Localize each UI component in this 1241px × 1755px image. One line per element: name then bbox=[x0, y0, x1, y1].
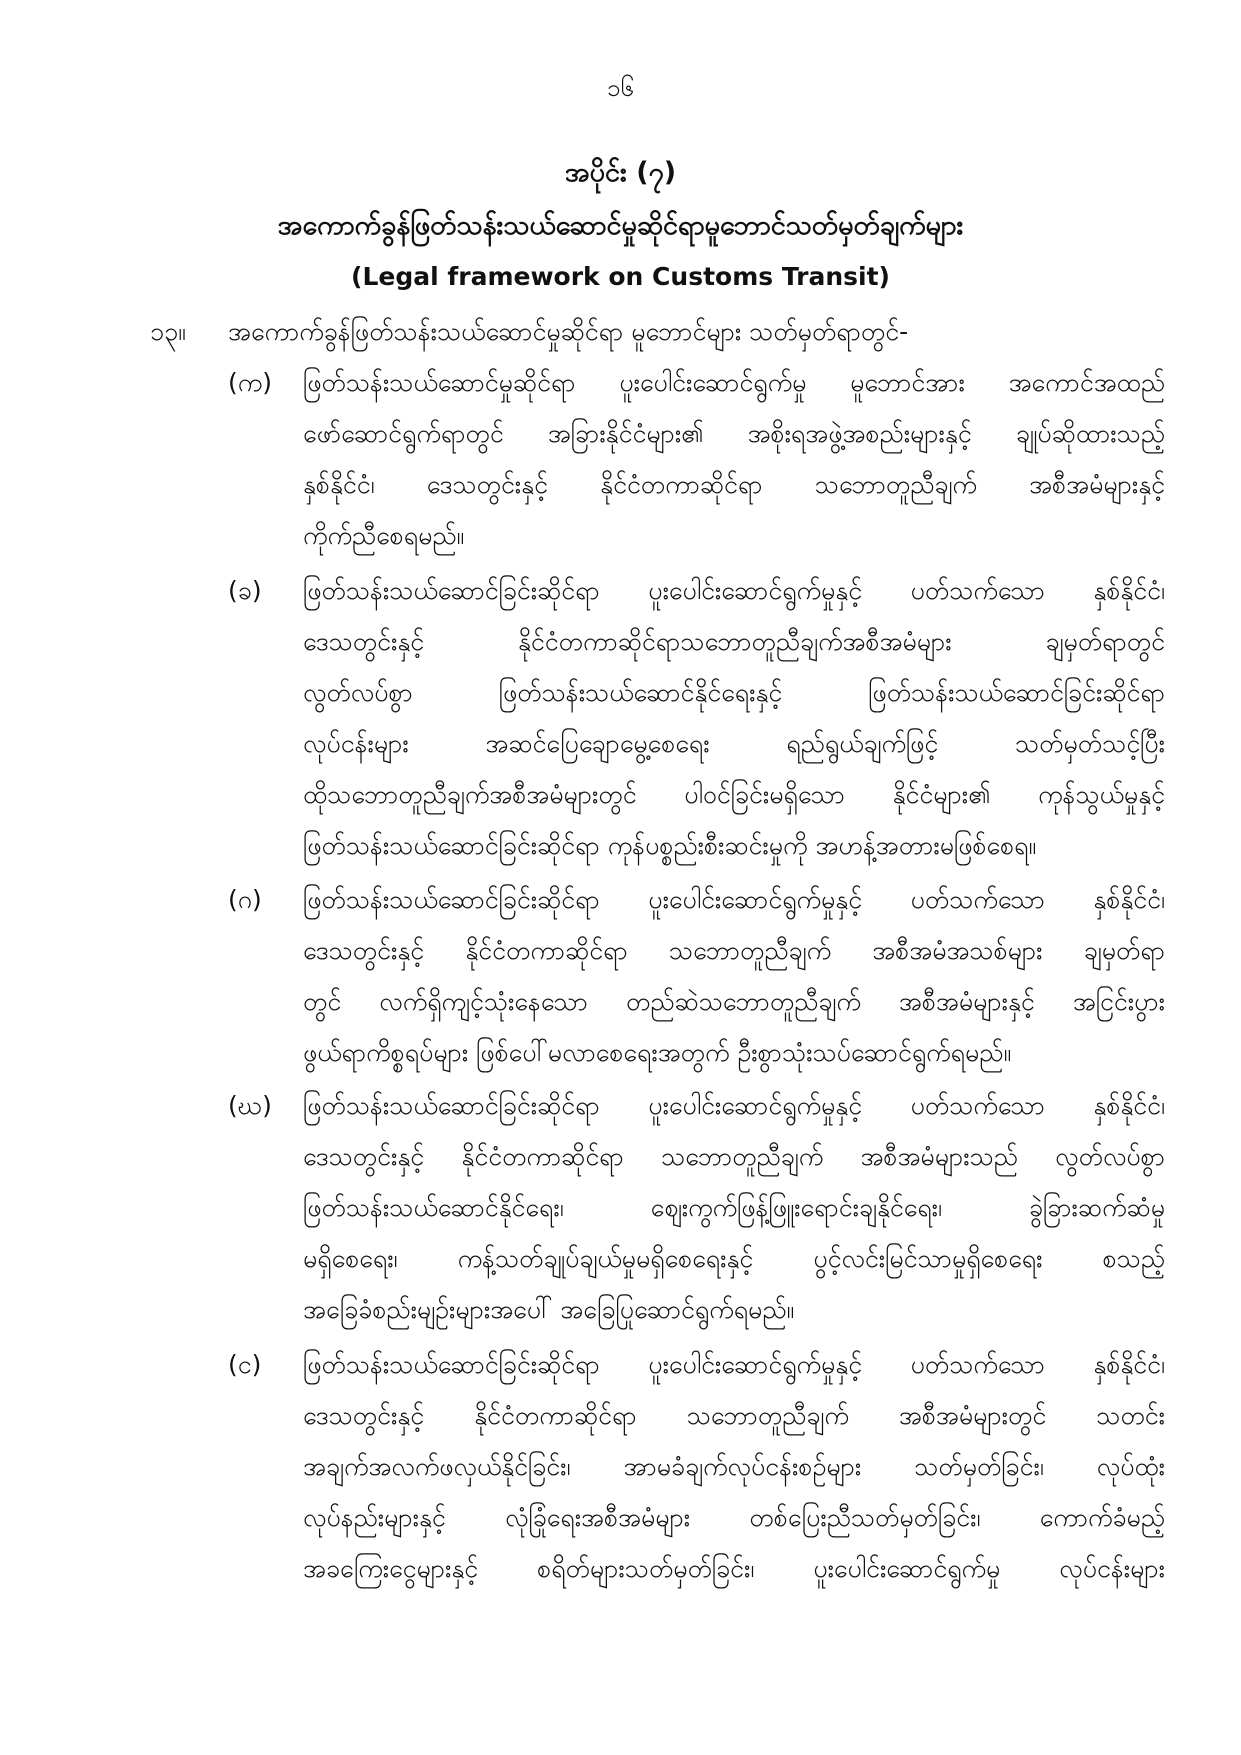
clause-line: ထိုသဘောတူညီချက်အစီအမံများတွင် ပါဝင်ခြင်းမရှိသော နိုင်ငံများ၏ ကုန်သွယ်မှုနှင့် bbox=[303, 780, 1165, 809]
clause-line: မရှိစေရေး၊ ကန့်သတ်ချုပ်ချယ်မှုမရှိစေရေးနှင့် ပွင့်လင်းမြင်သာမှုရှိစေရေး စသည့် bbox=[303, 1244, 1165, 1273]
page-number: ၁၆ bbox=[607, 74, 634, 102]
clause-line: ဖြတ်သန်းသယ်ဆောင်ခြင်းဆိုင်ရာ ပူးပေါင်းဆောင်ရွက်မှုနှင့် ပတ်သက်သော နှစ်နိုင်ငံ၊ bbox=[303, 576, 1165, 605]
clause-line: ဒေသတွင်းနှင့် နိုင်ငံတကာဆိုင်ရာ သဘောတူညီချက် အစီအမံအသစ်များ ချမှတ်ရာ bbox=[303, 936, 1165, 965]
clause-line: တွင် လက်ရှိကျင့်သုံးနေသော တည်ဆဲသဘောတူညီချက် အစီအမံများနှင့် အငြင်းပွား bbox=[303, 987, 1165, 1016]
clause-line: အချက်အလက်ဖလှယ်နိုင်ခြင်း၊ အာမခံချက်လုပ်ငန်းစဉ်များ သတ်မှတ်ခြင်း၊ လုပ်ထုံး bbox=[303, 1452, 1165, 1481]
clause-line: အခြေခံစည်းမျဉ်းများအပေါ် အခြေပြုဆောင်ရွက်ရမည်။ bbox=[303, 1295, 795, 1324]
clause-line: ဒေသတွင်းနှင့် နိုင်ငံတကာဆိုင်ရာ သဘောတူညီချက် အစီအမံများသည် လွတ်လပ်စွာ bbox=[303, 1142, 1165, 1171]
clause-line: ဒေသတွင်းနှင့် နိုင်ငံတကာဆိုင်ရာ သဘောတူညီချက် အစီအမံများတွင် သတင်း bbox=[303, 1401, 1165, 1430]
section-number: ၁၃။ bbox=[150, 317, 186, 346]
clause-line: ဖြတ်သန်းသယ်ဆောင်ခြင်းဆိုင်ရာ ပူးပေါင်းဆောင်ရွက်မှုနှင့် ပတ်သက်သော နှစ်နိုင်ငံ၊ bbox=[303, 885, 1165, 914]
section-intro-text: အကောက်ခွန်ဖြတ်သန်းသယ်ဆောင်မှုဆိုင်ရာ မူဘောင်များ သတ်မှတ်ရာတွင်- bbox=[228, 317, 909, 346]
clause-line: ဖွယ်ရာကိစ္စရပ်များ ဖြစ်ပေါ်မလာစေရေးအတွက် ဦးစွာသုံးသပ်ဆောင်ရွက်ရမည်။ bbox=[303, 1038, 1012, 1067]
clause-line: နှစ်နိုင်ငံ၊ ဒေသတွင်းနှင့် နိုင်ငံတကာဆိုင်ရာ သဘောတူညီချက် အစီအမံများနှင့် bbox=[303, 470, 1165, 499]
clause-label: (ဂ) bbox=[228, 885, 262, 914]
clause-line: ဖြတ်သန်းသယ်ဆောင်ခြင်းဆိုင်ရာ ပူးပေါင်းဆောင်ရွက်မှုနှင့် ပတ်သက်သော နှစ်နိုင်ငံ၊ bbox=[303, 1350, 1165, 1379]
clause-line: ဒေသတွင်းနှင့် နိုင်ငံတကာဆိုင်ရာသဘောတူညီချက်အစီအမံများ ချမှတ်ရာတွင် bbox=[303, 627, 1165, 656]
clause-label: (ဃ) bbox=[228, 1091, 272, 1120]
clause-line: ဖော်ဆောင်ရွက်ရာတွင် အခြားနိုင်ငံများ၏ အစိုးရအဖွဲ့အစည်းများနှင့် ချုပ်ဆိုထားသည့် bbox=[303, 419, 1165, 448]
chapter-heading: အကောက်ခွန်ဖြတ်သန်းသယ်ဆောင်မှုဆိုင်ရာမူဘောင်သတ်မှတ်ချက်များ bbox=[277, 210, 964, 241]
clause-label: (င) bbox=[228, 1350, 262, 1379]
clause-line: ဖြတ်သန်းသယ်ဆောင်ခြင်းဆိုင်ရာ ပူးပေါင်းဆောင်ရွက်မှုနှင့် ပတ်သက်သော နှစ်နိုင်ငံ၊ bbox=[303, 1091, 1165, 1120]
clause-line: ဖြတ်သန်းသယ်ဆောင်မှုဆိုင်ရာ ပူးပေါင်းဆောင်ရွက်မှု မူဘောင်အား အကောင်အထည် bbox=[303, 368, 1165, 397]
clause-label: (က) bbox=[228, 368, 272, 397]
clause-line: လွတ်လပ်စွာ ဖြတ်သန်းသယ်ဆောင်နိုင်ရေးနှင့် ဖြတ်သန်းသယ်ဆောင်ခြင်းဆိုင်ရာ bbox=[303, 678, 1165, 707]
clause-line: လုပ်ငန်းများ အဆင်ပြေချောမွေ့စေရေး ရည်ရွယ်ချက်ဖြင့် သတ်မှတ်သင့်ပြီး bbox=[303, 729, 1165, 758]
clause-label: (ခ) bbox=[228, 576, 262, 605]
part-title: အပိုင်း (၇) bbox=[564, 157, 677, 188]
clause-line: လုပ်နည်းများနှင့် လုံခြုံရေးအစီအမံများ တစ်ပြေးညီသတ်မှတ်ခြင်း၊ ကောက်ခံမည့် bbox=[303, 1503, 1165, 1532]
clause-line: ဖြတ်သန်းသယ်ဆောင်နိုင်ရေး၊ ဈေးကွက်ဖြန့်ဖြူးရောင်းချနိုင်ရေး၊ ခွဲခြားဆက်ဆံမှု bbox=[303, 1193, 1165, 1222]
chapter-heading-english: (Legal framework on Customs Transit) bbox=[351, 262, 890, 291]
clause-line: အခကြေးငွေများနှင့် စရိတ်များသတ်မှတ်ခြင်း၊ ပူးပေါင်းဆောင်ရွက်မှု လုပ်ငန်းများ bbox=[303, 1554, 1165, 1583]
clause-line: ဖြတ်သန်းသယ်ဆောင်ခြင်းဆိုင်ရာ ကုန်ပစ္စည်းစီးဆင်းမှုကို အဟန့်အတားမဖြစ်စေရ။ bbox=[303, 831, 1037, 860]
clause-line: ကိုက်ညီစေရမည်။ bbox=[303, 521, 465, 550]
